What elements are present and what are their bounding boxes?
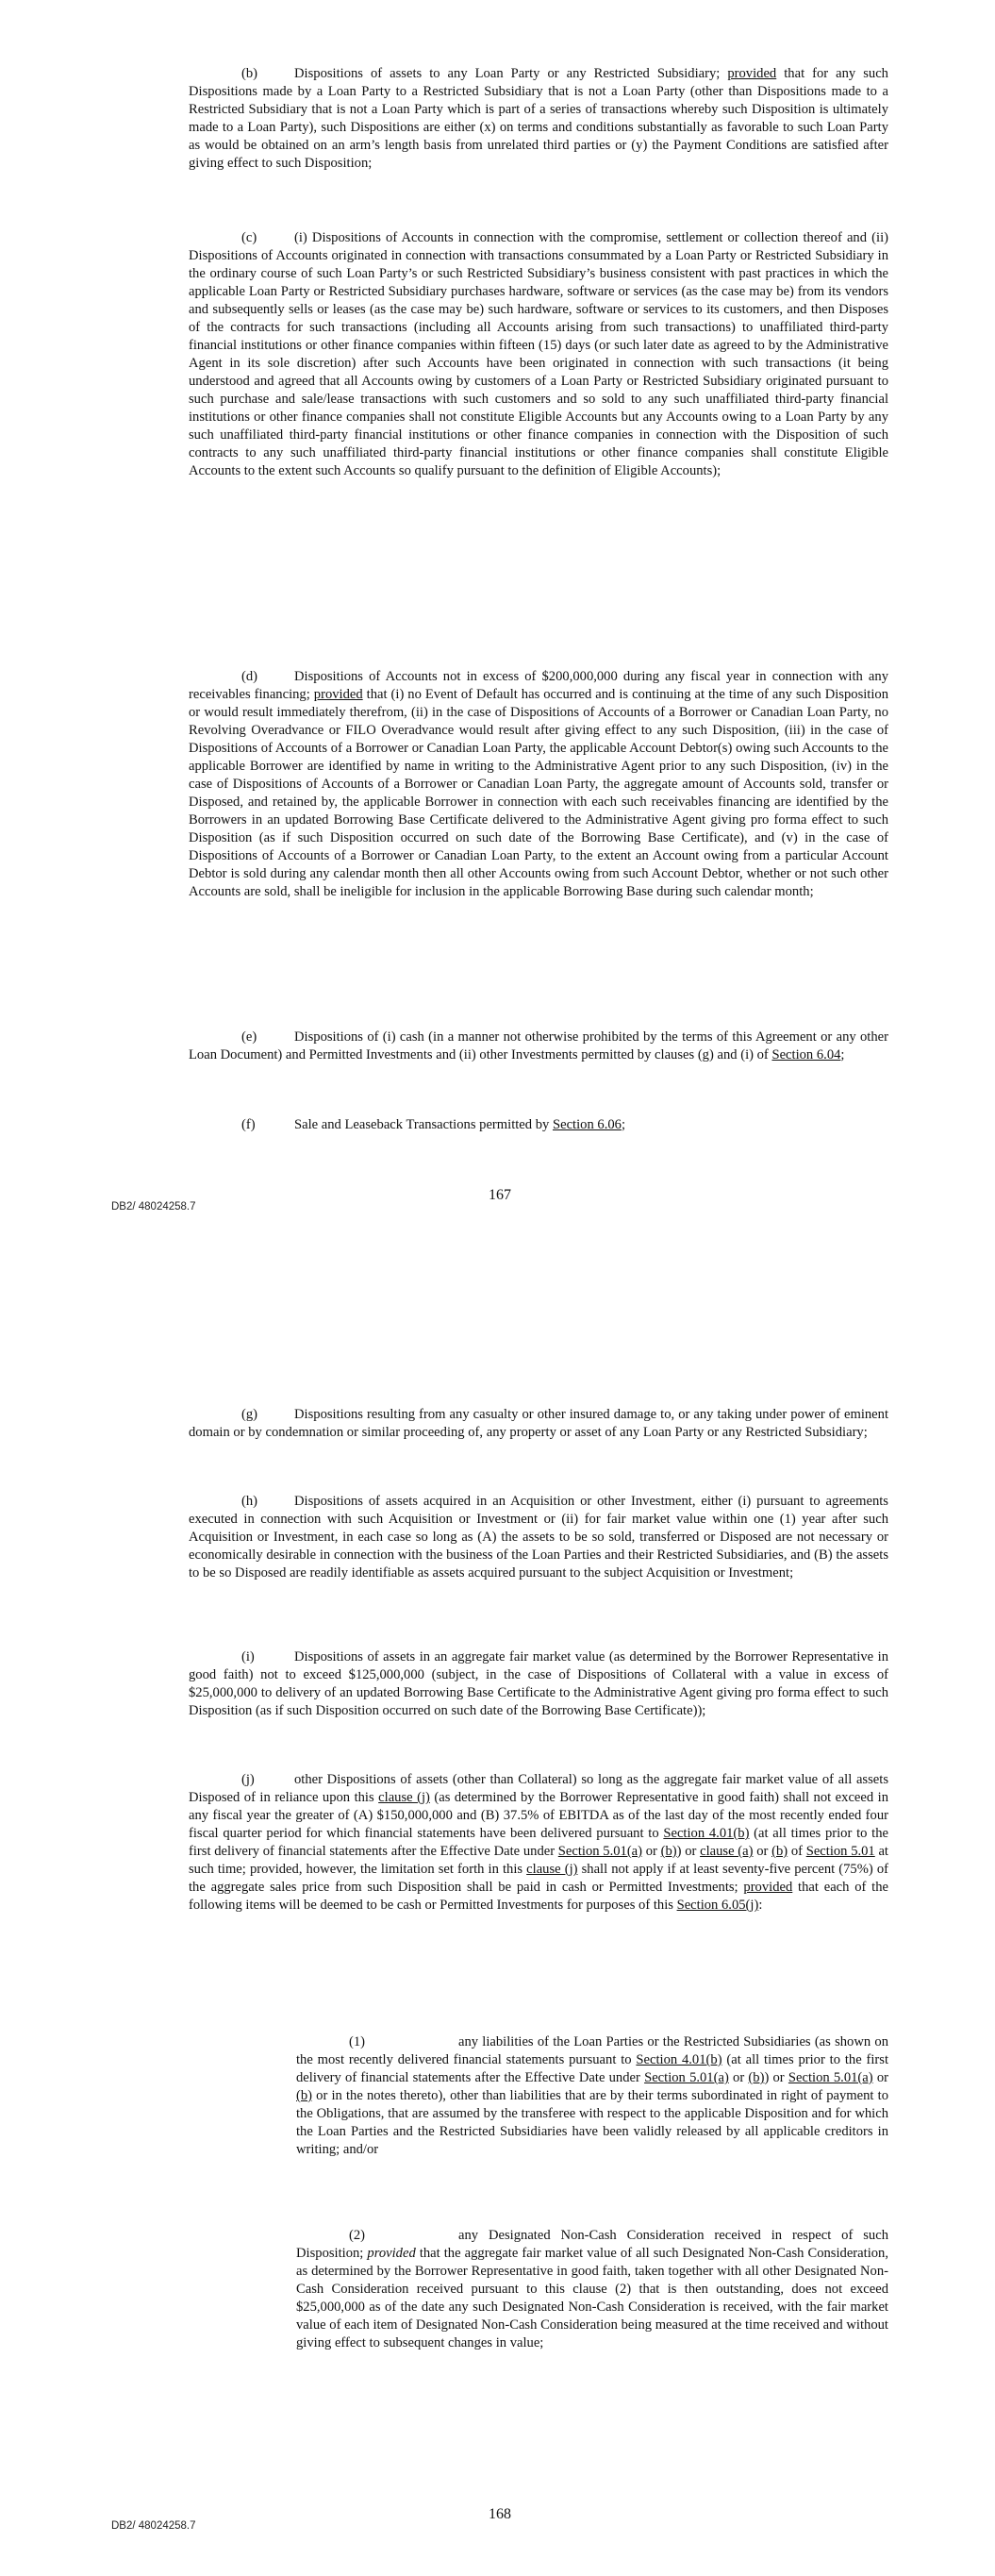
document-id-footer: DB2/ 48024258.7	[111, 1201, 196, 1213]
clause-label: (b)	[241, 66, 258, 81]
clause-label: (j)	[241, 1772, 255, 1787]
section-reference: (b)	[660, 1844, 677, 1859]
section-reference: Section 4.01(b)	[636, 2052, 722, 2067]
paragraph-j: (j) other Dispositions of assets (other than Collateral) so long as the aggregate fair market value of all assets Disposed of in reliance upon this clause (j) (as determined by the Borrower Representative in good faith) shall not exceed in any fiscal year the greater of (A) $150,000,000 and (B) 37.5% of EBITDA as of the last day of the most recently ended four fiscal quarter period for which financial statements have been delivered pursuant to Section 4.01(b) (at all times prior to the first delivery of financial statements after the Effective Date under Section 5.01(a) or (b)) or clause (a) or (b) of Section 5.01 at such time; provided, however, the limitation set forth in this clause (j) shall not apply if at least seventy-five percent (75%) of the aggregate sales price from such Disposition shall be paid in cash or Permitted Investments; provided that each of the following items will be deemed to be cash or Permitted Investments for purposes of this Section 6.05(j):	[189, 1772, 889, 1913]
section-reference: Section 6.06	[552, 1117, 622, 1132]
paragraph-f: (f) Sale and Leaseback Transactions permitted by Section 6.06;	[241, 1117, 625, 1132]
paragraph-d: (d) Dispositions of Accounts not in excess of $200,000,000 during any fiscal year in connection with any receivables financing; provided that (i) no Event of Default has occurred and is continuing at the time of any such Disposition or would result immediately therefrom, (ii) in the case of Dispositions of Accounts of a Borrower or Canadian Loan Party, no Revolving Overadvance or FILO Overadvance would result after giving effect to any such Disposition, (iii) in the case of Dispositions of Accounts of a Borrower or Canadian Loan Party, the applicable Account Debtor(s) owing such Accounts to the applicable Borrower are identified by name in writing to the Administrative Agent prior to any such Disposition, (iv) in the case of Dispositions of Accounts of a Borrower or Canadian Loan Party, the aggregate amount of Accounts sold, transfer or Disposed, and retained by, the applicable Borrower in connection with each such receivables financing are identified by the Borrowers in an updated Borrowing Base Certificate delivered to the Administrative Agent giving pro forma effect to such Disposition (as if such Disposition occurred on such date of the Borrowing Base Certificate), and (v) in the case of Dispositions of Accounts of a Borrower or Canadian Loan Party, to the extent an Account owing from a particular Account Debtor is sold during any calendar month then all other Accounts owing from such Account Debtor, whether or not such other Accounts are sold, shall be ineligible for inclusion in the applicable Borrowing Base during such calendar month;	[189, 669, 889, 899]
paragraph-b: (b) Dispositions of assets to any Loan Party or any Restricted Subsidiary; provided that for any such Dispositions made by a Loan Party to a Restricted Subsidiary that is not a Loan Party (other than Dispositions made to a Restricted Subsidiary that is not a Loan Party which is part of a series of transactions whereby such Disposition is ultimately made to a Loan Party), such Dispositions are either (x) on terms and conditions substantially as favorable to such Loan Party as would be obtained on an arm’s length basis from unrelated third parties or (y) the Payment Conditions are satisfied after giving effect to such Disposition;	[189, 66, 888, 171]
clause-label: (i)	[241, 1649, 255, 1664]
section-reference: Section 4.01(b)	[663, 1826, 750, 1841]
section-reference: (b)	[748, 2070, 765, 2085]
document-page-168	[0, 1359, 995, 2576]
clause-label: (h)	[241, 1494, 258, 1509]
clause-reference: clause (a)	[700, 1844, 754, 1859]
paragraph-i: (i) Dispositions of assets in an aggregate fair market value (as determined by the Borrower Representative in good faith) not to exceed $125,000,000 (subject, in the case of Dispositions of Collateral with a value in excess of $25,000,000 to delivery of an updated Borrowing Base Certificate to the Administrative Agent giving pro forma effect to such Disposition (as if such Disposition occurred on such date of the Borrowing Base Certificate));	[189, 1649, 888, 1718]
clause-reference: (b)	[771, 1844, 788, 1859]
clause-label: (f)	[241, 1117, 256, 1132]
section-reference: Section 5.01	[805, 1844, 875, 1859]
page-number: 168	[489, 2506, 511, 2522]
paragraph-e: (e) Dispositions of (i) cash (in a manner not otherwise prohibited by the terms of this Agreement or any other Loan Document) and Permitted Investments and (ii) other Investments permitted by clauses (g) and (i) of Section 6.04;	[189, 1029, 888, 1062]
clause-label: (2)	[349, 2228, 366, 2243]
clause-label: (c)	[241, 230, 257, 245]
section-reference: Section 5.01(a)	[788, 2070, 873, 2085]
defined-term-italic: provided	[367, 2246, 416, 2261]
paragraph-g: (g) Dispositions resulting from any casualty or other insured damage to, or any taking under power of eminent domain or by condemnation or similar proceeding of, any property or asset of any Loan Party or any Restricted Subsidiary;	[189, 1407, 888, 1440]
clause-label: (1)	[349, 2034, 366, 2049]
paragraph-c: (c) (i) Dispositions of Accounts in connection with the compromise, settlement or collection thereof and (ii) Dispositions of Accounts originated in connection with transactions consummated by a Loan Party or Restricted Subsidiary in the ordinary course of such Loan Party’s or such Restricted Subsidiary’s business consistent with past practices in which the applicable Loan Party or Restricted Subsidiary purchases hardware, software or services (as the case may be) from its vendors and subsequently sells or leases (as the case may be) such hardware, software or services to its customers, and then Disposes of the contracts for such transactions (including all Accounts arising from such transactions) to unaffiliated third-party financial institutions or other finance companies within fifteen (15) days (or such later date as agreed to by the Administrative Agent in its sole discretion) after such Accounts have been originated in connection with such transactions (it being understood and agreed that all Accounts owing by customers of a Loan Party or Restricted Subsidiary originated pursuant to such purchase and sale/lease transactions with such customers and so sold to any such unaffiliated third-party financial institutions or other finance companies shall not constitute Eligible Accounts but any Accounts owing to a Loan Party by any such unaffiliated third-party financial institutions or other finance companies in connection with the Disposition of such contracts to any such unaffiliated third-party financial institutions or other finance companies shall constitute Eligible Accounts to the extent such Accounts so qualify pursuant to the definition of Eligible Accounts);	[189, 230, 888, 478]
clause-reference: clause (j)	[378, 1790, 430, 1805]
defined-term-underlined: provided	[743, 1880, 793, 1895]
clause-label: (e)	[241, 1029, 257, 1045]
document-id-footer: DB2/ 48024258.7	[111, 2520, 196, 2532]
section-reference: Section 6.05(j)	[676, 1898, 759, 1913]
defined-term-underlined: provided	[727, 66, 777, 81]
section-reference: Section 6.04	[771, 1047, 841, 1062]
section-reference: Section 5.01(a)	[557, 1844, 643, 1859]
defined-term-underlined: provided	[313, 687, 363, 702]
subparagraph-j-1: (1) any liabilities of the Loan Parties or the Restricted Subsidiaries (as shown on the most recently delivered financial statements pursuant to Section 4.01(b) (at all times prior to the first delivery of financial statements after the Effective Date under Section 5.01(a) or (b)) or Section 5.01(a) or (b) or in the notes thereto), other than liabilities that are by their terms subordinated in right of payment to the Obligations, that are assumed by the transferee with respect to the applicable Disposition and for which the Loan Parties and the Restricted Subsidiaries have been validly released by all applicable creditors in writing; and/or	[296, 2034, 889, 2157]
clause-reference: clause (j)	[526, 1862, 578, 1877]
subparagraph-j-2: (2) any Designated Non-Cash Consideration received in respect of such Disposition; provided that the aggregate fair market value of all such Designated Non-Cash Consideration, as determined by the Borrower Representative in good faith, taken together with all other Designated Non-Cash Consideration received pursuant to this clause (2) that is then outstanding, does not exceed $25,000,000 as of the date any such Designated Non-Cash Consideration is received, with the fair market value of each item of Designated Non-Cash Consideration being measured at the time received and without giving effect to subsequent changes in value;	[296, 2228, 888, 2350]
paragraph-h: (h) Dispositions of assets acquired in an Acquisition or other Investment, either (i) pursuant to agreements executed in connection with such Acquisition or Investment or (ii) for fair market value within one (1) year after such Acquisition or Investment, in each case so long as (A) the assets to be so sold, transferred or Disposed are not necessary or economically desirable in connection with the business of the Loan Parties and their Restricted Subsidiaries, and (B) the assets to be so Disposed are readily identifiable as assets acquired pursuant to the subject Acquisition or Investment;	[189, 1494, 888, 1581]
document-page-167	[0, 0, 995, 1255]
section-reference: (b)	[296, 2088, 313, 2103]
clause-label: (d)	[241, 669, 258, 684]
clause-label: (g)	[241, 1407, 258, 1422]
page-number: 167	[489, 1187, 511, 1203]
section-reference: Section 5.01(a)	[644, 2070, 729, 2085]
